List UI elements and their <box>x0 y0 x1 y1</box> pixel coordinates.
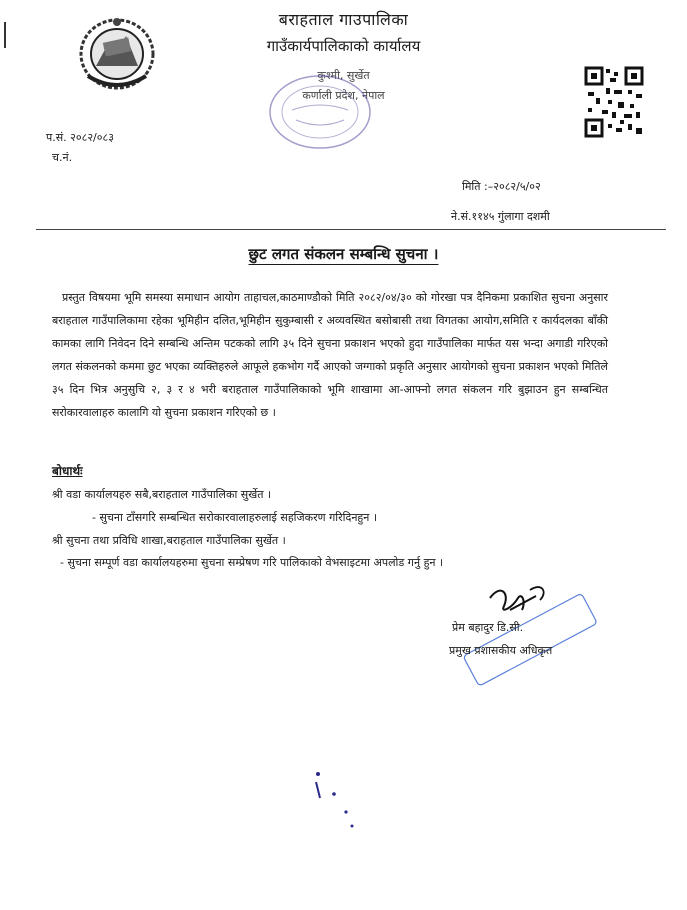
fiscal-year-reference: प.सं. २०८२/०८३ <box>46 131 114 144</box>
cc-line: श्री सुचना तथा प्रविधि शाखा,बराहताल गाउँपालिका सुर्खेत । <box>52 534 286 547</box>
cc-line: - सुचना टाँसगरि सम्बन्धित सरोकारवालाहरुलाई सहजिकरण गरिदिनहुन । <box>92 511 378 524</box>
issue-date: मिति :–२०८२/५/०२ <box>462 180 541 193</box>
address-line-1: कुश्मी, सुर्खेत <box>317 69 370 82</box>
organization-name: बराहताल गाउपालिका <box>278 10 409 29</box>
address-line-2: कर्णाली प्रदेश, नेपाल <box>302 89 385 102</box>
notice-body: प्रस्तुत विषयमा भूमि समस्या समाधान आयोग ताहाचल,काठमाण्डौको मिति २०८२/०४/३० को गोरखा पत्र दैनिकमा प्रकाशित सुचना अनुसार बराहताल गाउँपालिकामा रहेका भूमिहीन दलित,भूमिहीन सुकुम्बासी र अव्यवस्थित बसोबासी तथा विगतका आयोग,समिति र कार्यदलका बाँकी कामका लागि निवेदन दिने सम्बन्धि अन्तिम पटकको लागि ३५ दिने सुचना प्रकाशन भएको हुदा गाउँपालिका मार्फत यस भन्दा अगाडी गरिएको लगत संकलनको कममा छुट भएका व्यक्तिहरुले आफूले हकभोग गर्दै आएको जग्गाको प्रकृति अनुसार आयोगको सुचना प्रकाशन भएको मितिले ३५ दिन भित्र अनुसुचि २, ३ र ४ भरी बराहताल गाउँपालिकाको भूमि शाखामा आ-आफ्नो लगत संकलन गरि बुझाउन हुन सम्बन्धित सरोकारवालाहरु कालागि यो सुचना प्रकाशन गरिएको छ । <box>52 291 608 420</box>
cc-line: - सुचना सम्पूर्ण वडा कार्यालयहरुमा सुचना सम्प्रेषण गरि पालिकाको वेभसाइटमा अपलोड गर्नु हुन । <box>60 556 444 569</box>
signer-title: प्रमुख प्रशासकीय अधिकृत <box>449 644 553 657</box>
cc-line: श्री वडा कार्यालयहरु सबै,बराहताल गाउँपालिका सुर्खेत । <box>52 488 272 501</box>
ink-marks <box>300 768 370 838</box>
cc-heading: बोधार्थः <box>52 464 83 478</box>
signer-name: प्रेम बहादुर डि.सी. <box>452 621 524 634</box>
subject-heading: छुट लगत संकलन सम्बन्धि सुचना । <box>248 245 439 263</box>
office-seal-stamp <box>262 60 378 156</box>
chalani-number: च.नं. <box>52 151 73 164</box>
nepal-sambat-date: ने.सं.११४५ गुंलागा दशमी <box>451 210 550 223</box>
header-divider <box>36 229 666 230</box>
office-name: गाउँकार्यपालिकाको कार्यालय <box>266 37 421 55</box>
